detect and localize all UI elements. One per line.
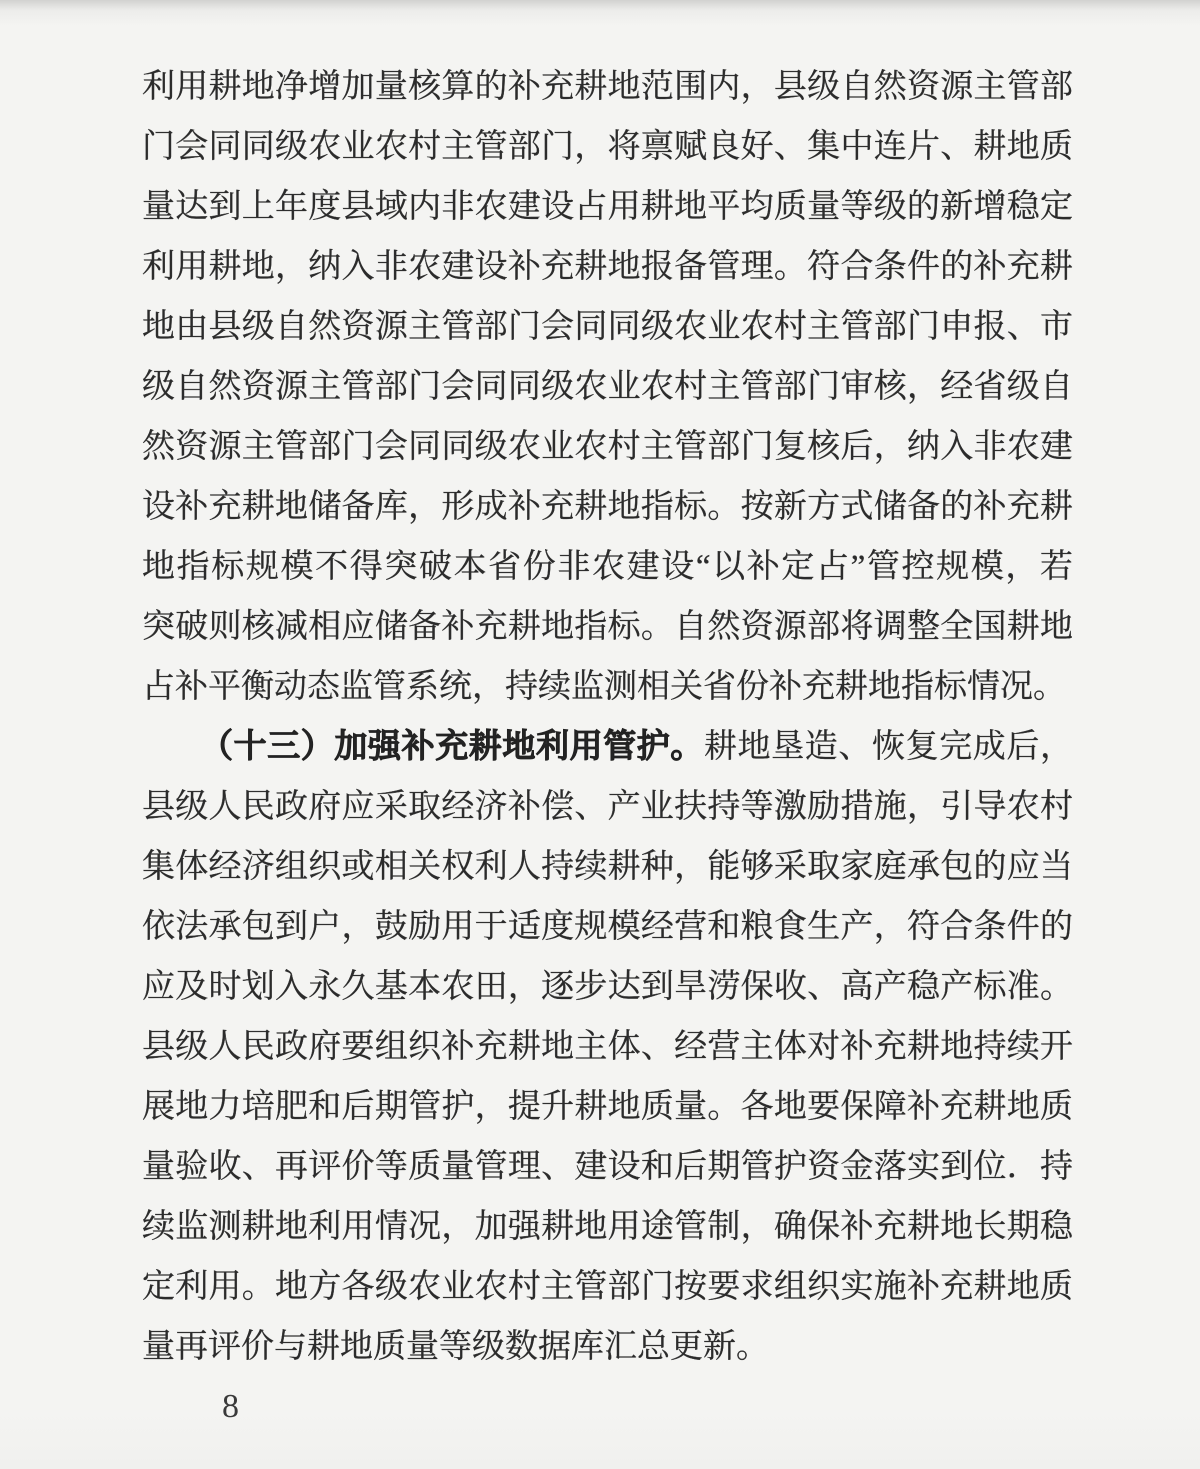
line-text: 县级人民政府要组织补充耕地主体、经营主体对补充耕地持续开 xyxy=(142,1029,1073,1065)
text-line xyxy=(142,1257,1073,1317)
line-text: 级自然资源主管部门会同同级农业农村主管部门审核，经省级自 xyxy=(142,369,1073,405)
text-line xyxy=(142,837,1073,897)
text-line xyxy=(142,57,1073,117)
line-text: 量再评价与耕地质量等级数据库汇总更新。 xyxy=(142,1329,769,1365)
line-text: 续监测耕地利用情况，加强耕地用途管制，确保补充耕地长期稳 xyxy=(142,1209,1073,1245)
line-text: 定利用。地方各级农业农村主管部门按要求组织实施补充耕地质 xyxy=(142,1269,1073,1305)
text-line xyxy=(142,237,1073,297)
page-number: 8 xyxy=(222,1388,239,1425)
line-text: 设补充耕地储备库，形成补充耕地指标。按新方式储备的补充耕 xyxy=(142,489,1073,525)
text-line xyxy=(142,177,1073,237)
text-line xyxy=(142,417,1073,477)
line-text: 展地力培肥和后期管护，提升耕地质量。各地要保障补充耕地质 xyxy=(142,1089,1073,1125)
text-line xyxy=(142,1137,1073,1197)
line-text: 应及时划入永久基本农田，逐步达到旱涝保收、高产稳产标准。 xyxy=(142,969,1073,1005)
line-text: 利用耕地净增加量核算的补充耕地范围内，县级自然资源主管部 xyxy=(142,69,1073,105)
text-line xyxy=(142,1077,1073,1137)
text-line xyxy=(142,777,1073,837)
line-text: 然资源主管部门会同同级农业农村主管部门复核后，纳入非农建 xyxy=(142,429,1073,465)
text-line xyxy=(142,477,1073,537)
text-line xyxy=(142,957,1073,1017)
text-line xyxy=(142,657,1073,717)
text-line xyxy=(142,897,1073,957)
line-text: 利用耕地，纳入非农建设补充耕地报备管理。符合条件的补充耕 xyxy=(142,249,1073,285)
line-text: 门会同同级农业农村主管部门，将禀赋良好、集中连片、耕地质 xyxy=(142,129,1073,165)
text-line xyxy=(142,1017,1073,1077)
line-text: 集体经济组织或相关权利人持续耕种，能够采取家庭承包的应当 xyxy=(142,849,1073,885)
text-line xyxy=(142,1197,1073,1257)
line-text: 地由县级自然资源主管部门会同同级农业农村主管部门申报、市 xyxy=(142,309,1073,345)
text-line xyxy=(142,1317,1073,1377)
text-line xyxy=(142,537,1073,597)
text-line xyxy=(142,357,1073,417)
line-text: 突破则核减相应储备补充耕地指标。自然资源部将调整全国耕地 xyxy=(142,609,1073,645)
text-line xyxy=(142,297,1073,357)
text-line xyxy=(142,117,1073,177)
text-line xyxy=(142,597,1073,657)
line-text: 地指标规模不得突破本省份非农建设“以补定占”管控规模，若 xyxy=(142,549,1073,585)
line-text: 占补平衡动态监管系统，持续监测相关省份补充耕地指标情况。 xyxy=(142,669,1066,705)
line-text: 量验收、再评价等质量管理、建设和后期管护资金落实到位．持 xyxy=(142,1149,1073,1185)
line-text: 县级人民政府应采取经济补偿、产业扶持等激励措施，引导农村 xyxy=(142,789,1073,825)
line-text: 耕地垦造、恢复完成后， xyxy=(704,729,1074,765)
section-heading: （十三）加强补充耕地利用管护。 xyxy=(200,729,704,765)
document-body xyxy=(142,57,1073,1377)
line-text: 量达到上年度县域内非农建设占用耕地平均质量等级的新增稳定 xyxy=(142,189,1073,225)
text-line xyxy=(142,717,1073,777)
line-text: 依法承包到户，鼓励用于适度规模经营和粮食生产，符合条件的 xyxy=(142,909,1073,945)
